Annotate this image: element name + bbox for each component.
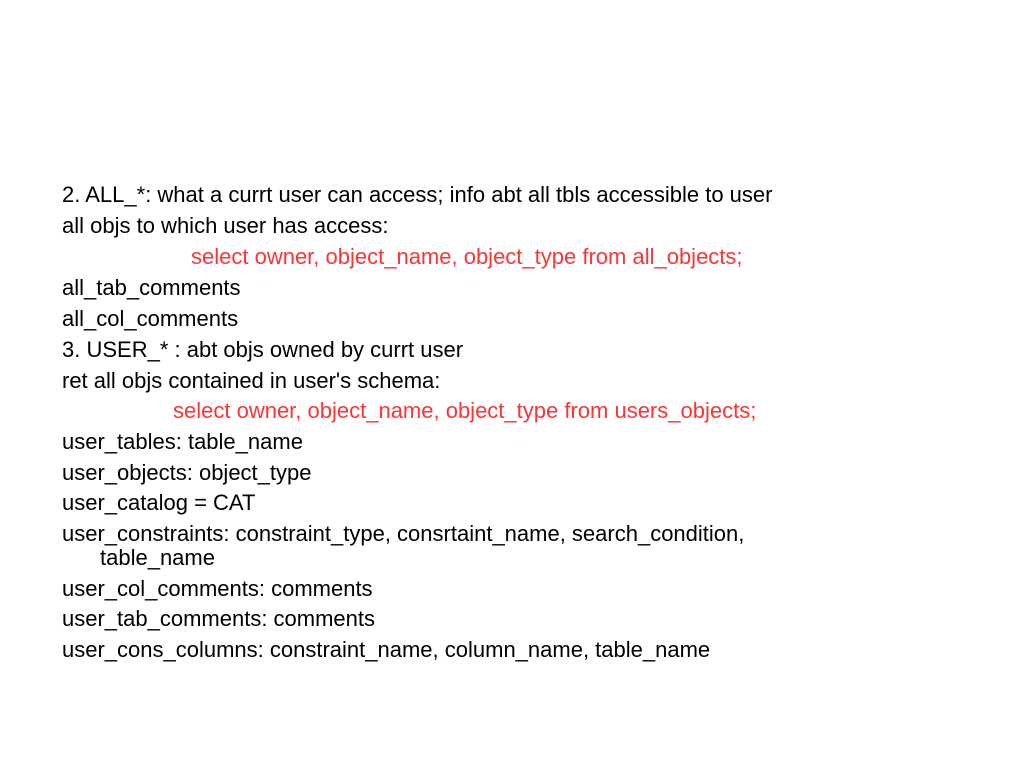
text-line-user-views-heading: 3. USER_* : abt objs owned by currt user	[62, 337, 464, 362]
text-line-user-col-comments: user_col_comments: comments	[62, 576, 373, 601]
text-line-user-cons-columns: user_cons_columns: constraint_name, column_name, table_name	[62, 637, 711, 662]
text-line-all-objects-intro: all objs to which user has access:	[62, 213, 389, 238]
text-line-user-catalog: user_catalog = CAT	[62, 490, 256, 515]
text-line-user-tab-comments: user_tab_comments: comments	[62, 606, 376, 631]
text-line-user-tables: user_tables: table_name	[62, 429, 303, 454]
code-line-all-objects-query: select owner, object_name, object_type from all_objects;	[191, 244, 743, 269]
text-line-all-views-heading: 2. ALL_*: what a currt user can access; info abt all tbls accessible to user	[62, 182, 773, 207]
text-line-user-objects: user_objects: object_type	[62, 460, 312, 485]
code-line-users-objects-query: select owner, object_name, object_type from users_objects;	[173, 398, 757, 423]
text-line-all-tab-comments: all_tab_comments	[62, 275, 241, 300]
text-line-user-constraints-continued: table_name	[100, 545, 215, 570]
text-line-user-schema-intro: ret all objs contained in user's schema:	[62, 368, 441, 393]
text-line-all-col-comments: all_col_comments	[62, 306, 239, 331]
text-line-user-constraints: user_constraints: constraint_type, consrtaint_name, search_condition,	[62, 521, 745, 546]
